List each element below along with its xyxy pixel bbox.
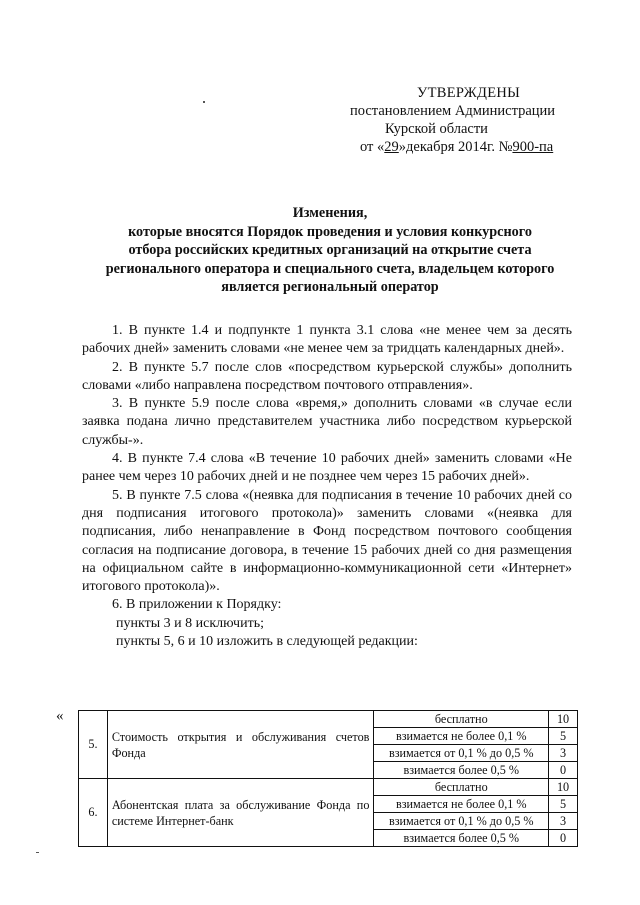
rate-score: 5 [549,728,578,745]
rate-score: 0 [549,830,578,847]
title-line: Изменения, [292,205,368,221]
approval-heading: УТВЕРЖДЕНЫ [417,85,521,101]
approval-date-prefix: от « [360,139,385,155]
rate-label: бесплатно [374,711,549,728]
paragraph-6: 6. В приложении к Порядку: [112,597,282,613]
row-description: Стоимость открытия и обслуживания счетов Фонда [107,711,374,779]
rate-score: 10 [549,779,578,796]
rate-score: 5 [549,796,578,813]
subitem-restate: пункты 5, 6 и 10 изложить в следующей редакции: [116,634,418,650]
scan-speck [36,852,39,853]
subitem-exclude: пункты 3 и 8 исключить; [116,615,264,631]
title-line: отбора российских кредитных организаций на открытие счета [128,242,532,258]
approval-issuer: постановлением Администрации [350,103,556,119]
rate-score: 3 [549,745,578,762]
rate-label: взимается не более 0,1 % [374,796,549,813]
paragraph-2: 2. В пункте 5.7 после слов «посредством курьерской службы» дополнить словами «либо направлена посредством почтового отправления». [82,359,572,393]
scan-speck [203,101,205,103]
rate-label: бесплатно [374,779,549,796]
rate-score: 10 [549,711,578,728]
criteria-table [78,710,578,847]
title-line: регионального оператора и специального счета, владельцем которого [105,260,555,277]
rate-label: взимается не более 0,1 % [374,728,549,745]
rate-label: взимается более 0,5 % [374,830,549,847]
rate-label: взимается от 0,1 % до 0,5 % [374,813,549,830]
opening-quote: « [56,708,64,724]
rate-label: взимается более 0,5 % [374,762,549,779]
approval-number: 900-па [512,139,554,155]
rate-label: взимается от 0,1 % до 0,5 % [374,745,549,762]
table-row [79,711,578,728]
rate-score: 3 [549,813,578,830]
title-line: является региональный оператор [221,279,439,295]
paragraph-5: 5. В пункте 7.5 слова «(неявка для подписания в течение 10 рабочих дней со дня подписания итогового протокола)» заменить словами «(неявка для подписания, либо ненаправление в Фонд посредством почтового сообщения согласия на подписание договора, в течение 15 рабочих дней со дня размещения на официальном сайте в информационно-коммуникационной сети «Интернет» итогового протокола)». [82,487,572,595]
paragraph-1: 1. В пункте 1.4 и подпункте 1 пункта 3.1 слова «не менее чем за десять рабочих дней» заменить словами «не менее чем за тридцать календарных дней». [82,323,572,357]
table-row [79,779,578,796]
paragraph-4: 4. В пункте 7.4 слова «В течение 10 рабочих дней» заменить словами «Не ранее чем через 10 рабочих дней и не позднее чем через 15 рабочих дней». [82,451,572,485]
row-number: 5. [79,711,108,779]
document-body [82,322,572,651]
paragraph-3: 3. В пункте 5.9 после слова «время,» дополнить словами «в случае если заявка подана лично представителем участника либо посредством курьерской службы-». [82,396,572,448]
row-description: Абонентская плата за обслуживание Фонда по системе Интернет-банк [107,779,374,847]
rate-score: 0 [549,762,578,779]
approval-region: Курской области [385,121,488,137]
approval-day: 29 [384,139,399,155]
approval-date-line [360,138,553,156]
document-title [70,204,590,297]
row-number: 6. [79,779,108,847]
title-line: которые вносятся Порядок проведения и условия конкурсного [128,223,532,240]
approval-date-middle: »декабря 2014г. № [398,139,513,155]
